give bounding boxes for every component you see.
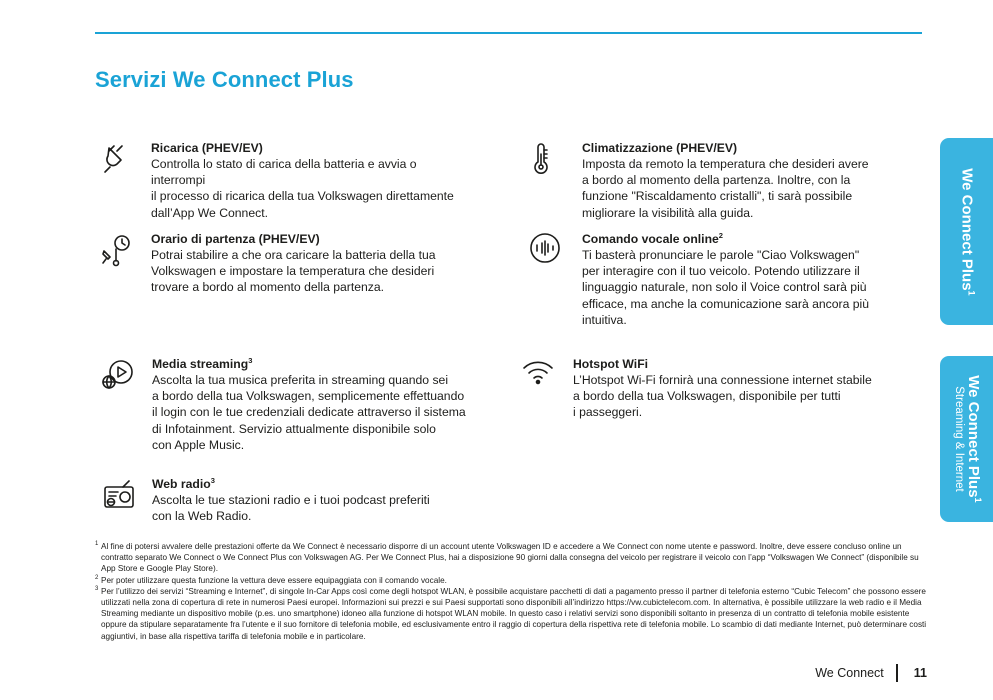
side-tab-label: We Connect Plus$^1$ [958, 167, 976, 296]
footnote: 2 Per poter utilizzare questa funzione la vettura deve essere equipaggiata con il comando vocale. [95, 574, 447, 585]
departure-timer-icon [100, 233, 134, 267]
thermometer-icon [528, 142, 562, 176]
page-number: 11 [913, 666, 927, 680]
page-title: Servizi We Connect Plus [95, 67, 354, 92]
footnote: 1 Al fine di potersi avvalere delle prestazioni offerte da We Connect è necessario disporre di un account utente Volkswagen ID e accedere a We Connect con nome utente e password. Inoltre, deve essere concluso online un contratto separato We Connect o We Connect Plus con Volkswagen AG. Per We Connect Plus, hai a disposizione 90 giorni dalla consegna del veicolo per registrare il veicolo con l’app “Volkswagen We Connect” (disponibile su App Store e Google Play Store). [95, 541, 919, 574]
feature-title: Media streaming$^3$ [152, 355, 253, 371]
feature-title: Climatizzazione (PHEV/EV) [582, 141, 738, 155]
side-tab-streaming-internet[interactable] [940, 356, 993, 522]
feature-title: Hotspot WiFi [573, 357, 649, 371]
footnote: 3 Per l’utilizzo dei servizi “Streaming e Internet”, di singole In-Car Apps così come degli hotspot WLAN, è possibile acquistare pacchetti di dati a pagamento presso il partner di telefonia esterno “Cubic Telecom” che possono essere utilizzati nella zona di copertura di rete in numerosi Paesi europei. Informazioni sui prezzi e sui Paesi supportati sono disponibili all’indirizzo https://vw.cubictelecom.com. In alternativa, è possibile utilizzare la web radio e il Media Streaming mediante un dispositivo mobile (p.es. uno smartphone) idoneo alla funzione di hotspot WLAN mobile. In questo caso i relativi servizi sono disponibili soltanto in presenza di un contratto di telefonia mobile esistente oppure da stipulare separatamente fra l’utente e il suo fornitore di telefonia mobile, ed esclusivamente entro il raggio di copertura della rispettiva rete di telefonia mobile. Lo scambio di dati mediante Internet, può determinare costi aggiuntivi, in base alla rispettiva tariffa di telefonia mobile e in particolare. [95, 585, 927, 641]
feature-desc: Imposta da remoto la temperatura che desideri avere a bordo al momento della partenza. Inoltre, con la funzione "Riscaldamento cristalli", ti sarà possibile migliorare la visibilità alla guida. [582, 157, 869, 220]
feature-desc: Controlla lo stato di carica della batteria e avvia o interrompi il processo di ricarica della tua Volkswagen direttamente dall’App We Connect. [151, 157, 454, 220]
side-tab-we-connect-plus[interactable] [940, 138, 993, 325]
top-rule [95, 32, 922, 34]
feature-title: Web radio$^3$ [152, 475, 215, 491]
feature-title: Ricarica (PHEV/EV) [151, 141, 263, 155]
wifi-icon [521, 356, 555, 390]
footer-section: We Connect [815, 666, 884, 680]
voice-command-icon [528, 231, 562, 265]
feature-desc: Potrai stabilire a che ora caricare la batteria della tua Volkswagen e impostare la temperatura che desideri trovare a bordo al momento della partenza. [151, 248, 436, 295]
web-radio-icon [101, 478, 135, 512]
feature-title: Orario di partenza (PHEV/EV) [151, 232, 320, 246]
charging-plug-icon [100, 140, 134, 174]
feature-desc: L’Hotspot Wi-Fi fornirà una connessione internet stabile a bordo della tua Volkswagen, disponibile per tutti i passeggeri. [573, 373, 872, 420]
feature-desc: Ascolta le tue stazioni radio e i tuoi podcast preferiti con la Web Radio. [152, 493, 430, 524]
feature-desc: Ti basterà pronunciare le parole "Ciao Volkswagen" per interagire con il tuo veicolo. Potendo utilizzare il linguaggio naturale, non solo il Voice control sarà più efficace, ma anche la comunicazione sarà ancora più intuitiva. [582, 248, 870, 327]
side-tab-label: We Connect Plus$^1$ Streaming & Internet [952, 375, 983, 503]
media-streaming-icon [101, 358, 135, 392]
feature-title: Comando vocale online$^2$ [582, 230, 723, 246]
footer-divider [896, 664, 898, 682]
footnotes [95, 541, 927, 642]
page-footer [815, 664, 927, 682]
feature-desc: Ascolta la tua musica preferita in streaming quando sei a bordo della tua Volkswagen, semplicemente effettuando il login con le tue credenziali dedicate attraverso il sistema di Infotainment. Servizio attualmente disponibile solo con Apple Music. [152, 373, 466, 452]
